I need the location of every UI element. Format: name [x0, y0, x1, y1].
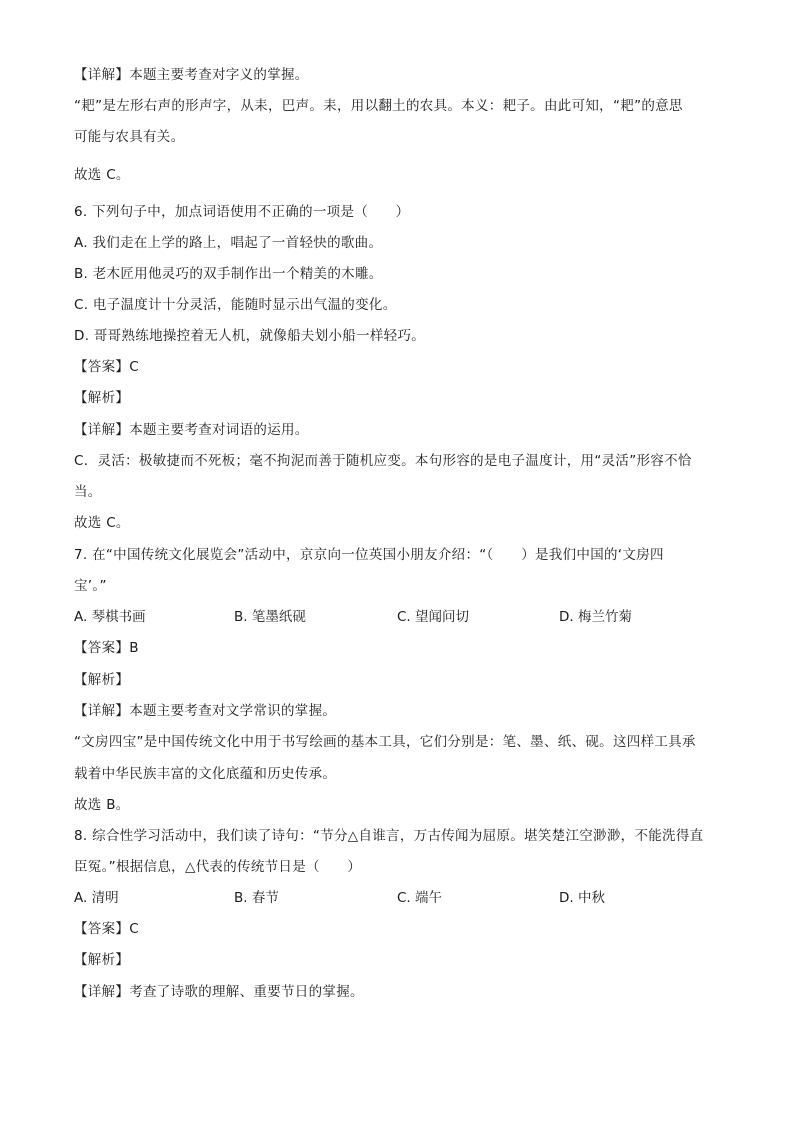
question-7-stem-line2: 宝’。”: [74, 578, 107, 594]
question-7-stem-line1: 7. 在“中国传统文化展览会”活动中，京京向一位英国小朋友介绍：“（ ）是我们中国的‘文房四: [74, 547, 664, 563]
question-7-option-b: B. 笔墨纸砚: [234, 609, 306, 625]
question-7-option-d: D. 梅兰竹菊: [559, 609, 632, 625]
question-7-option-a: A. 琴棋书画: [74, 609, 146, 625]
explanation-detail-q5: 【详解】本题主要考查对字义的掌握。: [74, 67, 309, 83]
question-8-option-c: C. 端午: [397, 890, 443, 906]
answer-choice-q6: 故选 C。: [74, 515, 130, 531]
question-6-option-a: A. 我们走在上学的路上，唱起了一首轻快的歌曲。: [74, 235, 383, 251]
question-6-option-b: B. 老木匠用他灵巧的双手制作出一个精美的木雕。: [74, 266, 383, 282]
question-8-option-d: D. 中秋: [559, 890, 605, 906]
answer-q6: 【答案】C: [74, 359, 139, 375]
question-8-option-b: B. 春节: [234, 890, 279, 906]
analysis-heading-q7: 【解析】: [74, 672, 130, 688]
explanation-detail-q8: 【详解】考查了诗歌的理解、重要节日的掌握。: [74, 984, 364, 1000]
question-8-stem-line2: 臣冤。”根据信息，△代表的传统节日是（ ）: [74, 859, 362, 875]
explanation-text-q6-line2: 当。: [74, 484, 102, 500]
answer-q8: 【答案】C: [74, 921, 139, 937]
analysis-heading-q6: 【解析】: [74, 390, 130, 406]
question-8-option-a: A. 清明: [74, 890, 119, 906]
explanation-text-q5-line1: “耙”是左形右声的形声字，从耒，巴声。耒，用以翻土的农具。本义：耙子。由此可知，“耙”的意思: [74, 98, 683, 114]
explanation-detail-q6: 【详解】本题主要考查对词语的运用。: [74, 422, 309, 438]
question-6-stem: 6. 下列句子中，加点词语使用不正确的一项是（ ）: [74, 204, 410, 220]
question-6-option-c: C. 电子温度计十分灵活，能随时显示出气温的变化。: [74, 297, 397, 313]
analysis-heading-q8: 【解析】: [74, 952, 130, 968]
answer-choice-q7: 故选 B。: [74, 797, 130, 813]
explanation-text-q5-line2: 可能与农具有关。: [74, 129, 185, 145]
explanation-text-q7-line2: 载着中华民族丰富的文化底蕴和历史传承。: [74, 766, 337, 782]
explanation-text-q6-line1: C．灵活：极敏捷而不死板；毫不拘泥而善于随机应变。本句形容的是电子温度计，用“灵活”形容不恰: [74, 453, 692, 469]
explanation-text-q7-line1: “文房四宝”是中国传统文化中用于书写绘画的基本工具，它们分别是：笔、墨、纸、砚。这四样工具承: [74, 734, 696, 750]
question-7-option-c: C. 望闻问切: [397, 609, 470, 625]
question-6-option-d: D. 哥哥熟练地操控着无人机，就像船夫划小船一样轻巧。: [74, 328, 426, 344]
question-8-stem-line1: 8. 综合性学习活动中，我们读了诗句：“节分△自谁言，万古传闻为屈原。堪笑楚江空渺渺，不能洗得直: [74, 828, 704, 844]
answer-q7: 【答案】B: [74, 640, 139, 656]
explanation-detail-q7: 【详解】本题主要考查对文学常识的掌握。: [74, 703, 337, 719]
answer-choice-q5: 故选 C。: [74, 167, 130, 183]
